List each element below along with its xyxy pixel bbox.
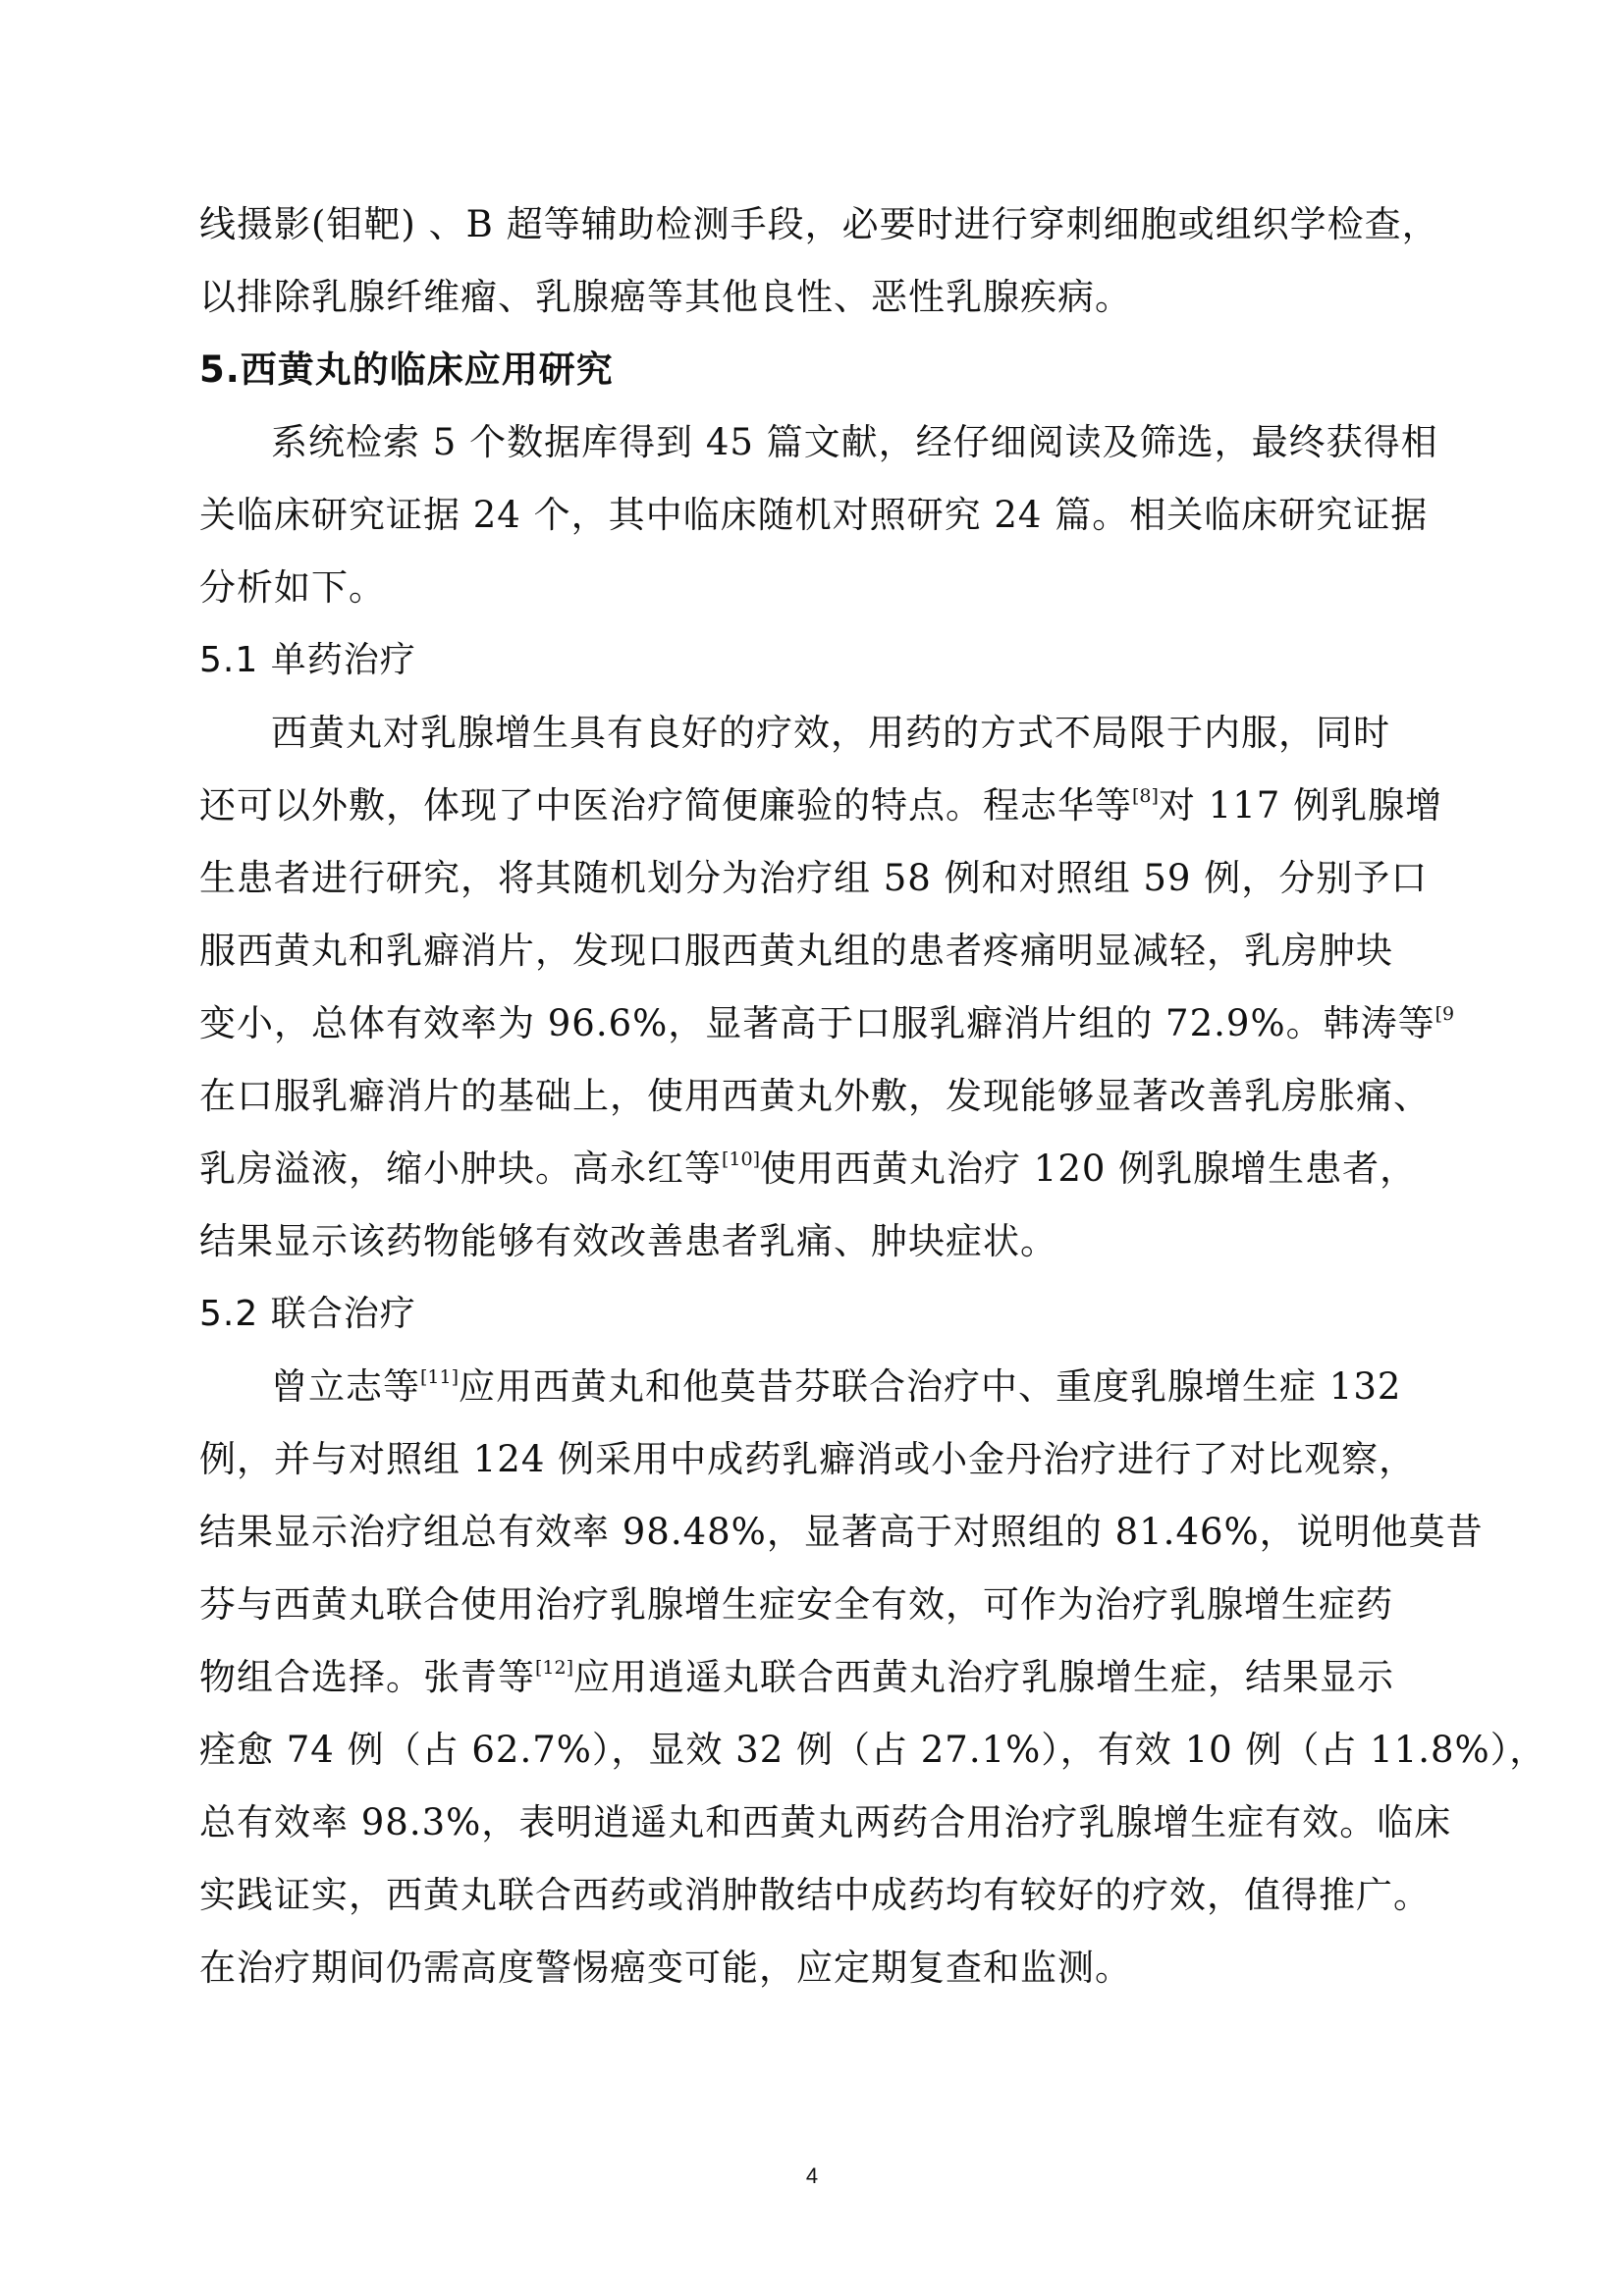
text-line: 关临床研究证据 24 个，其中临床随机对照研究 24 篇。相关临床研究证据	[199, 494, 1429, 536]
text-line: 西黄丸对乳腺增生具有良好的疗效，用药的方式不局限于内服，同时	[271, 712, 1390, 754]
text-line	[199, 780, 1443, 831]
text-line	[199, 1652, 1436, 1703]
text-run: 曾立志等	[271, 1365, 420, 1408]
subsection-heading: 5.2 联合治疗	[199, 1294, 416, 1334]
section-heading: 5.西黄丸的临床应用研究	[199, 348, 614, 391]
text-line	[199, 1144, 1436, 1195]
text-line: 生患者进行研究，将其随机划分为治疗组 58 例和对照组 59 例，分别予口	[199, 857, 1429, 899]
text-line: 总有效率 98.3%，表明逍遥丸和西黄丸两药合用治疗乳腺增生症有效。临床	[199, 1801, 1452, 1843]
text-run: 应用西黄丸和他莫昔芬联合治疗中、重度乳腺增生症 132	[459, 1365, 1402, 1408]
citation-ref: [9	[1435, 1003, 1455, 1025]
text-run: 乳房溢液，缩小肿块。高永红等	[199, 1148, 722, 1190]
subsection-heading: 5.1 单药治疗	[199, 640, 416, 680]
text-line: 线摄影(钼靶) 、B 超等辅助检测手段，必要时进行穿刺细胞或组织学检查，	[199, 203, 1439, 245]
text-line: 痊愈 74 例（占 62.7%），显效 32 例（占 27.1%），有效 10 例（占 11.8%），	[199, 1729, 1547, 1771]
text-run: 物组合选择。张青等	[199, 1656, 535, 1698]
text-line: 在治疗期间仍需高度警惕癌变可能，应定期复查和监测。	[199, 1947, 1132, 1989]
text-line: 例，并与对照组 124 例采用中成药乳癖消或小金丹治疗进行了对比观察，	[199, 1438, 1417, 1480]
text-line: 服西黄丸和乳癖消片，发现口服西黄丸组的患者疼痛明显减轻，乳房肿块	[199, 930, 1393, 972]
text-line	[199, 998, 1455, 1049]
text-run: 对 117 例乳腺增	[1158, 784, 1443, 827]
text-run: 还可以外敷，体现了中医治疗简便廉验的特点。程志华等	[199, 784, 1132, 827]
citation-ref: [11]	[420, 1366, 460, 1388]
text-line	[271, 1362, 1436, 1413]
page-number: 4	[805, 2163, 819, 2188]
text-line: 系统检索 5 个数据库得到 45 篇文献，经仔细阅读及筛选，最终获得相	[271, 421, 1438, 463]
text-line: 实践证实，西黄丸联合西药或消肿散结中成药均有较好的疗效，值得推广。	[199, 1874, 1431, 1916]
citation-ref: [8]	[1132, 785, 1159, 807]
citation-ref: [10]	[722, 1148, 761, 1170]
text-line: 以排除乳腺纤维瘤、乳腺癌等其他良性、恶性乳腺疾病。	[199, 276, 1132, 318]
text-line: 在口服乳癖消片的基础上，使用西黄丸外敷，发现能够显著改善乳房胀痛、	[199, 1075, 1431, 1117]
text-run: 使用西黄丸治疗 120 例乳腺增生患者，	[760, 1148, 1418, 1190]
text-line: 结果显示治疗组总有效率 98.48%，显著高于对照组的 81.46%，说明他莫昔	[199, 1511, 1484, 1553]
citation-ref: [12]	[535, 1657, 574, 1679]
text-run: 应用逍遥丸联合西黄丸治疗乳腺增生症，结果显示	[573, 1656, 1395, 1698]
text-run: 变小，总体有效率为 96.6%，显著高于口服乳癖消片组的 72.9%。韩涛等	[199, 1002, 1435, 1044]
text-line: 芬与西黄丸联合使用治疗乳腺增生症安全有效，可作为治疗乳腺增生症药	[199, 1583, 1393, 1626]
text-line: 结果显示该药物能够有效改善患者乳痛、肿块症状。	[199, 1220, 1057, 1262]
text-line: 分析如下。	[199, 566, 386, 609]
